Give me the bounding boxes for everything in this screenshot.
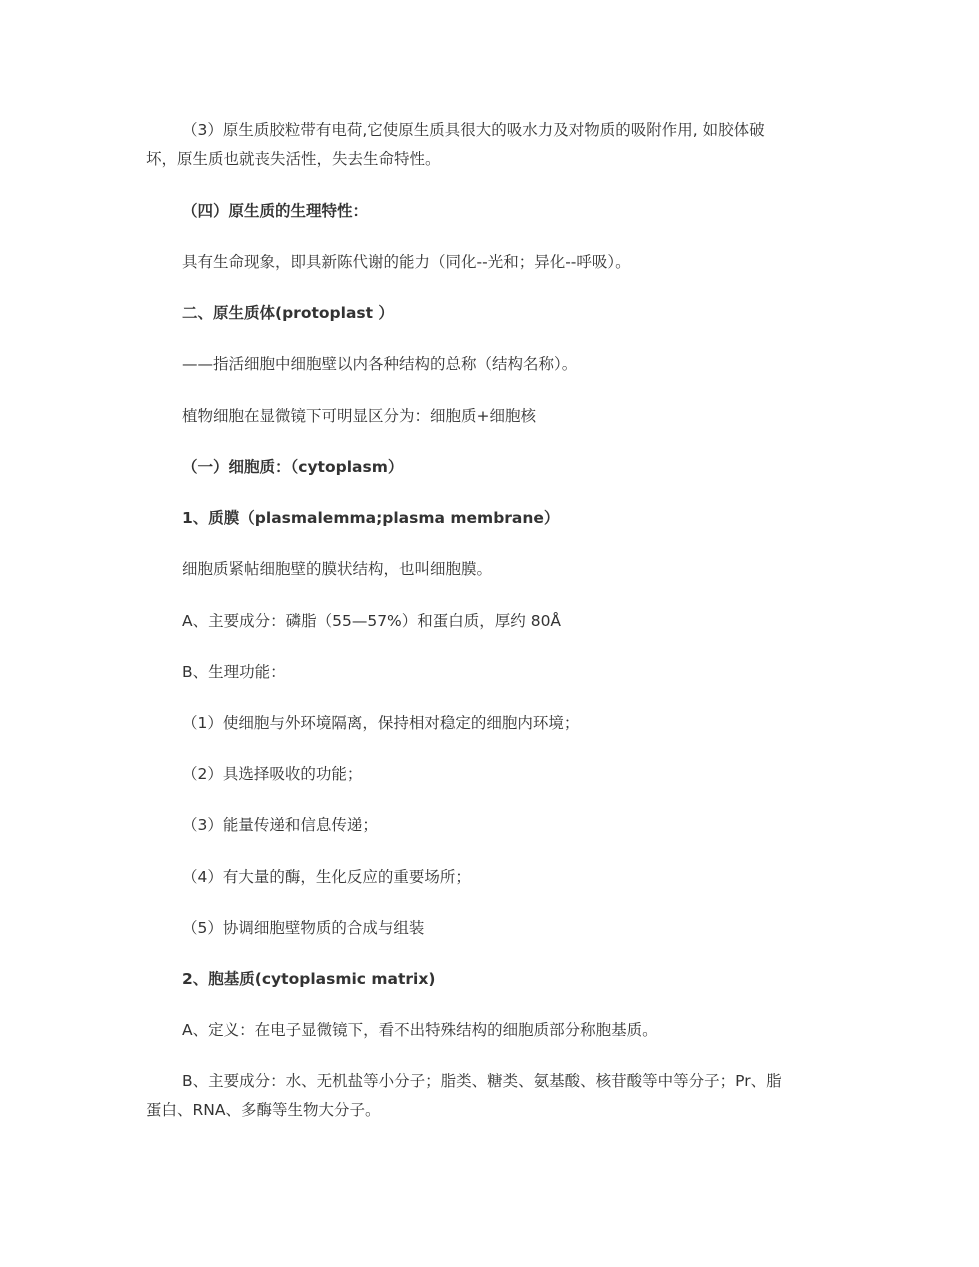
paragraph-matrix-composition (146, 1067, 836, 1125)
section-heading-physiological-properties: （四）原生质的生理特性： (182, 202, 369, 220)
paragraph-membrane-composition: A、主要成分：磷脂（55—57%）和蛋白质，厚约 80Å (182, 612, 562, 630)
paragraph-line: （3）原生质胶粒带有电荷,它使原生质具很大的吸水力及对物质的吸附作用, 如胶体破 (182, 121, 765, 139)
paragraph-protoplast-definition: ——指活细胞中细胞壁以内各种结构的总称（结构名称）。 (182, 355, 578, 373)
list-item-function-2: （2）具选择吸收的功能； (182, 765, 363, 783)
section-heading-plasma-membrane: 1、质膜（plasmalemma;plasma membrane） (182, 509, 560, 527)
section-heading-cytoplasmic-matrix: 2、胞基质(cytoplasmic matrix) (182, 970, 436, 988)
paragraph-colloid-charge (146, 116, 836, 174)
paragraph-line: B、主要成分：水、无机盐等小分子；脂类、糖类、氨基酸、核苷酸等中等分子；Pr、脂 (182, 1072, 782, 1090)
list-item-function-5: （5）协调细胞壁物质的合成与组装 (182, 919, 425, 937)
paragraph-matrix-definition: A、定义：在电子显微镜下，看不出特殊结构的细胞质部分称胞基质。 (182, 1021, 658, 1039)
list-item-function-1: （1）使细胞与外环境隔离，保持相对稳定的细胞内环境； (182, 714, 580, 732)
paragraph-line: 坏，原生质也就丧失活性，失去生命特性。 (146, 150, 441, 168)
paragraph-membrane-definition: 细胞质紧帖细胞壁的膜状结构，也叫细胞膜。 (182, 560, 493, 578)
paragraph-life-phenomena: 具有生命现象，即具新陈代谢的能力（同化--光和；异化--呼吸）。 (182, 253, 631, 271)
section-heading-cytoplasm: （一）细胞质：（cytoplasm） (182, 458, 404, 476)
paragraph-physiological-functions: B、生理功能： (182, 663, 286, 681)
list-item-function-3: （3）能量传递和信息传递； (182, 816, 378, 834)
list-item-function-4: （4）有大量的酶，生化反应的重要场所； (182, 868, 471, 886)
section-heading-protoplast: 二、原生质体(protoplast ） (182, 304, 394, 322)
paragraph-cell-division: 植物细胞在显微镜下可明显区分为：细胞质+细胞核 (182, 407, 536, 425)
paragraph-line: 蛋白、RNA、多酶等生物大分子。 (146, 1101, 381, 1119)
